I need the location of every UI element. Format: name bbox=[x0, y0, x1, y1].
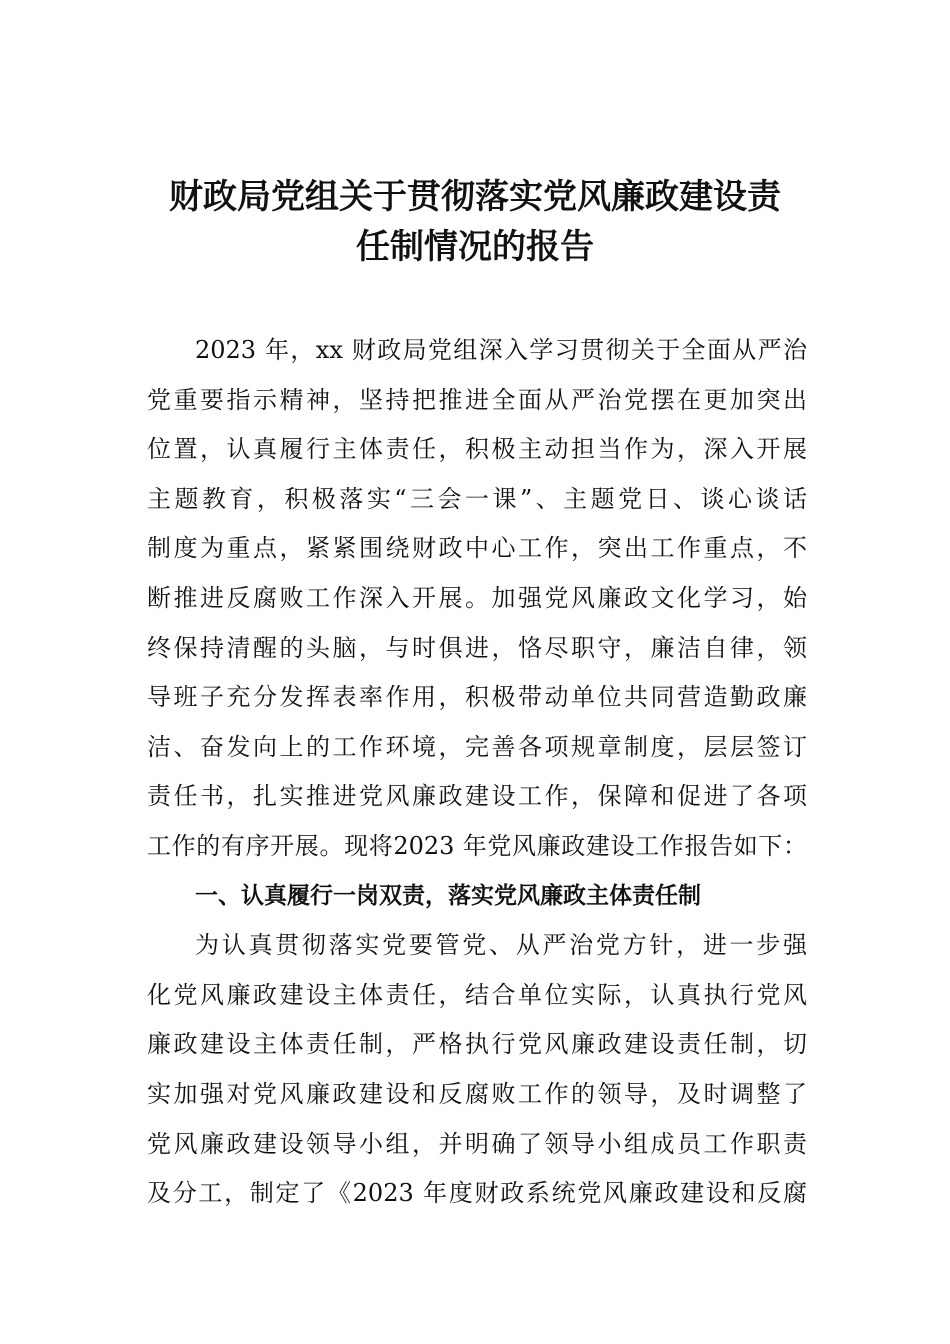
paragraph-line: 责任书，扎实推进党风廉政建设工作，保障和促进了各项 bbox=[147, 782, 807, 811]
paragraph-line: 位置，认真履行主体责任，积极主动担当作为，深入开展 bbox=[147, 435, 807, 464]
paragraph-line: 2023 年，xx 财政局党组深入学习贯彻关于全面从严治 bbox=[195, 336, 807, 364]
paragraph-line: 及分工，制定了《2023 年度财政系统党风廉政建设和反腐 bbox=[147, 1179, 807, 1208]
paragraph-line: 工作的有序开展。现将2023 年党风廉政建设工作报告如下： bbox=[147, 831, 807, 860]
paragraph-line: 洁、奋发向上的工作环境，完善各项规章制度，层层签订 bbox=[147, 732, 807, 761]
paragraph-line: 化党风廉政建设主体责任，结合单位实际，认真执行党风 bbox=[147, 980, 807, 1009]
title-line-1: 财政局党组关于贯彻落实党风廉政建设责 bbox=[169, 177, 781, 217]
paragraph-line: 断推进反腐败工作深入开展。加强党风廉政文化学习，始 bbox=[147, 583, 807, 612]
paragraph-line: 实加强对党风廉政建设和反腐败工作的领导，及时调整了 bbox=[147, 1079, 807, 1108]
title-line-2: 任制情况的报告 bbox=[356, 227, 594, 267]
document-body bbox=[147, 326, 807, 1219]
paragraph-2 bbox=[147, 921, 807, 1219]
paragraph-line: 终保持清醒的头脑，与时俱进，恪尽职守，廉洁自律，领 bbox=[147, 633, 807, 662]
paragraph-line: 导班子充分发挥表率作用，积极带动单位共同营造勤政廉 bbox=[147, 683, 807, 712]
paragraph-line: 主题教育，积极落实“三会一课”、主题党日、谈心谈话 bbox=[147, 484, 807, 513]
paragraph-1 bbox=[147, 326, 807, 872]
paragraph-line: 为认真贯彻落实党要管党、从严治党方针，进一步强 bbox=[195, 931, 807, 960]
paragraph-line: 廉政建设主体责任制，严格执行党风廉政建设责任制，切 bbox=[147, 1030, 807, 1059]
section-heading: 一、认真履行一岗双责，落实党风廉政主体责任制 bbox=[195, 882, 701, 909]
paragraph-line: 制度为重点，紧紧围绕财政中心工作，突出工作重点，不 bbox=[147, 534, 807, 563]
document-title bbox=[145, 172, 805, 272]
paragraph-line: 党重要指示精神，坚持把推进全面从严治党摆在更加突出 bbox=[147, 385, 807, 414]
paragraph-line: 党风廉政建设领导小组，并明确了领导小组成员工作职责 bbox=[147, 1129, 807, 1158]
